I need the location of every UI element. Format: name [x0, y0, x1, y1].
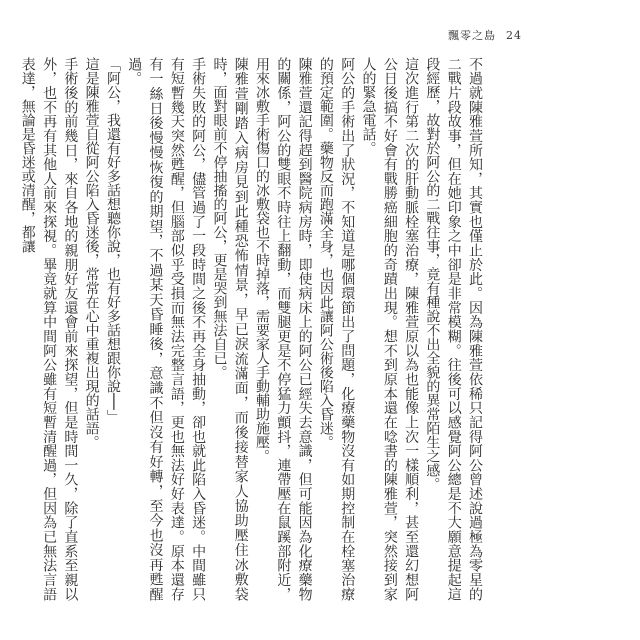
paragraph: 這次進行第二次的肝動脈栓塞治療，陳雅萱原以為也能像上次一樣順利，甚至還幻想阿公日後搞不好會有戰勝癌細胞的奇蹟出現。想不到原本還在唸書的陳雅萱，突然接到家人的緊急電話。	[360, 57, 420, 601]
body-text	[19, 57, 485, 601]
paragraph: 手術失敗的阿公，儘管過了一段時間之後不再全身抽動，卻也就此陷入昏迷。中間雖只有短暫幾天突然甦醒，但腦部似乎受損而無法完整言語，更也無法好好表達。原本還存有一絲日後慢慢恢復的期望，不過某天昏睡後，意識不但沒有好轉，至今也沒再甦醒過。	[126, 57, 207, 601]
page-number: 24	[506, 29, 522, 42]
paragraph: 陳雅萱剛踏入病房見到此種恐怖情景，早已淚流滿面，而後接替家人協助壓住冰敷袋時，面對眼前不停抽搐的阿公，更是哭到無法自已。	[211, 57, 249, 601]
paragraph: 不過就陳雅萱所知，其實也僅止於此。因為陳雅萱依稀只記得阿公曾述說過極為零星的二戰片段故事，但在她印象之中卻是非常模糊。往後可以感覺阿公總是不大願意提起這段經歷，故對於阿公的二戰往事，竟有種說不出全貌的異常陌生之感。	[424, 57, 483, 601]
paragraph: 「阿公，我還有好多話想聽你說，也有好多話想跟你說──」	[104, 57, 121, 424]
running-header	[448, 27, 522, 43]
paragraph: 陳雅萱還記得趕到醫院病房時，即使病床上的阿公已經失去意識，但可能因為化療藥物的關係，阿公的雙眼不時往上翻動，而雙腿更是不停猛力顫抖，連帶壓在鼠蹊部附近，用來冰敷手術傷口的冰敷袋也不時掉落，需要家人手動輔助施壓。	[254, 57, 313, 601]
paragraph: 手術後的前幾日，來自各地的親朋好友還會前來探望，但是時間一久，除了直系至親以外，也不再有其他人前來探視。畢竟就算中間阿公雖有短暫清醒過，但因為已無法言語表達，無論是昏迷或清醒，都讓	[19, 57, 79, 601]
book-title: 飄零之島	[448, 29, 496, 42]
paragraph: 這是陳雅萱自從阿公陷入昏迷後，常常在心中重複出現的話語。	[83, 57, 100, 449]
paragraph: 阿公的手術出了狀況，不知道是哪個環節出了問題，化療藥物沒有如期控制在栓塞治療的預定範圍。藥物反而跑滿全身，也因此讓阿公術後陷入昏迷。	[317, 57, 356, 601]
